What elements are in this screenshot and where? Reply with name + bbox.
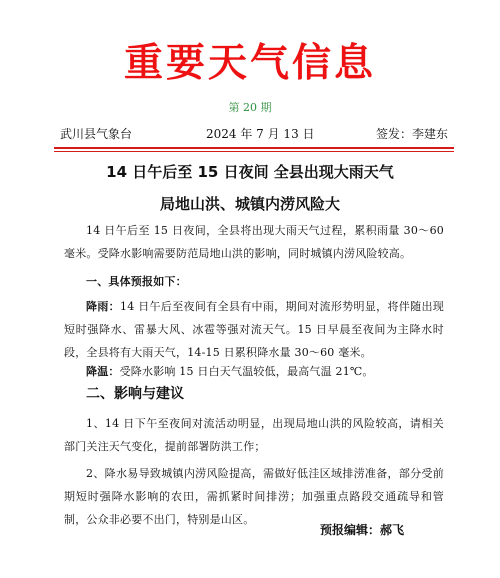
editor-label: 预报编辑： bbox=[320, 523, 381, 537]
temperature-label: 降温： bbox=[86, 365, 120, 378]
intro-paragraph: 14 日午后至 15 日夜间，全县将出现大雨天气过程，累积雨量 30～60 毫米。受降水影响需要防范局地山洪的影响，同时城镇内涝风险较高。 bbox=[64, 224, 444, 260]
signer: 签发：李建东 bbox=[376, 127, 449, 141]
headline-line-1: 14 日午后至 15 日夜间 全县出现大雨天气 bbox=[106, 163, 394, 181]
advice-paragraph-2: 2、降水易导致城镇内涝风险提高，需做好低洼区域排涝准备，部分受前期短时强降水影响的农田，需抓紧时间排涝；加强重点路段交通疏导和管制，公众非必要不出门，特别是山区。 bbox=[64, 467, 444, 526]
section-forecast-heading: 一、具体预报如下： bbox=[86, 275, 187, 288]
temperature-text: 受降水影响 15 日白天气温较低，最高气温 21℃。 bbox=[119, 365, 374, 378]
precipitation-text: 14 日午后至夜间有全县有中雨，期间对流形势明显，将伴随出现短时强降水、雷暴大风、冰雹等强对流天气。15 日早晨至夜间为主降水时段，全县将有大雨天气，14-15 日累积降水量 30～60 毫米。 bbox=[64, 300, 444, 359]
header-rule-thin bbox=[54, 151, 454, 152]
header-rule-thick bbox=[54, 147, 454, 149]
issue-date: 2024 年 7 月 13 日 bbox=[206, 127, 315, 141]
issuing-agency: 武川县气象台 bbox=[60, 127, 133, 141]
headline-line-2: 局地山洪、城镇内涝风险大 bbox=[159, 195, 340, 213]
section-impact-heading: 二、影响与建议 bbox=[86, 386, 184, 402]
temperature-forecast bbox=[64, 360, 444, 383]
forecast-editor bbox=[320, 522, 404, 538]
precipitation-forecast bbox=[64, 295, 444, 359]
issue-number: 第 20 期 bbox=[228, 101, 272, 114]
editor-name: 郝飞 bbox=[380, 523, 405, 537]
advice-paragraph-1: 1、14 日下午至夜间对流活动明显，出现局地山洪的风险较高，请相关部门关注天气变化，提前部署防洪工作； bbox=[64, 417, 444, 453]
precipitation-label: 降雨： bbox=[86, 300, 120, 313]
bulletin-masthead: 重要天气信息 bbox=[123, 41, 376, 86]
